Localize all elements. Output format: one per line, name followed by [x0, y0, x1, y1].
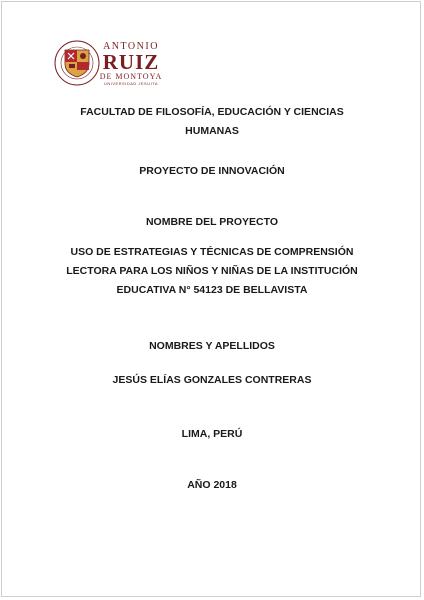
shield-icon: [54, 40, 100, 86]
logo-line-ruiz: RUIZ: [102, 50, 160, 74]
university-logo: [54, 40, 164, 86]
author-name: JESÚS ELÍAS GONZALES CONTRERAS: [112, 374, 312, 386]
project-type: PROYECTO DE INNOVACIÓN: [139, 165, 285, 177]
faculty-heading: FACULTAD DE FILOSOFÍA, EDUCACIÓN Y CIENCIAS HUMANAS: [80, 106, 344, 137]
year: AÑO 2018: [187, 479, 237, 491]
project-title: USO DE ESTRATEGIAS Y TÉCNICAS DE COMPRENSIÓN LECTORA PARA LOS NIÑOS Y NIÑAS DE LA INSTITUCIÓN EDUCATIVA N° 54123 DE BELLAVISTA: [66, 246, 358, 296]
names-label: NOMBRES Y APELLIDOS: [149, 340, 275, 352]
logo-line-de-montoya: DE MONTOYA: [99, 72, 163, 81]
logo-line-universidad: UNIVERSIDAD JESUITA: [103, 81, 159, 86]
logo-line-antonio: ANTONIO: [103, 41, 159, 52]
place: LIMA, PERÚ: [181, 428, 243, 440]
project-name-label: NOMBRE DEL PROYECTO: [145, 216, 279, 228]
logo-wordmark: [98, 42, 164, 86]
